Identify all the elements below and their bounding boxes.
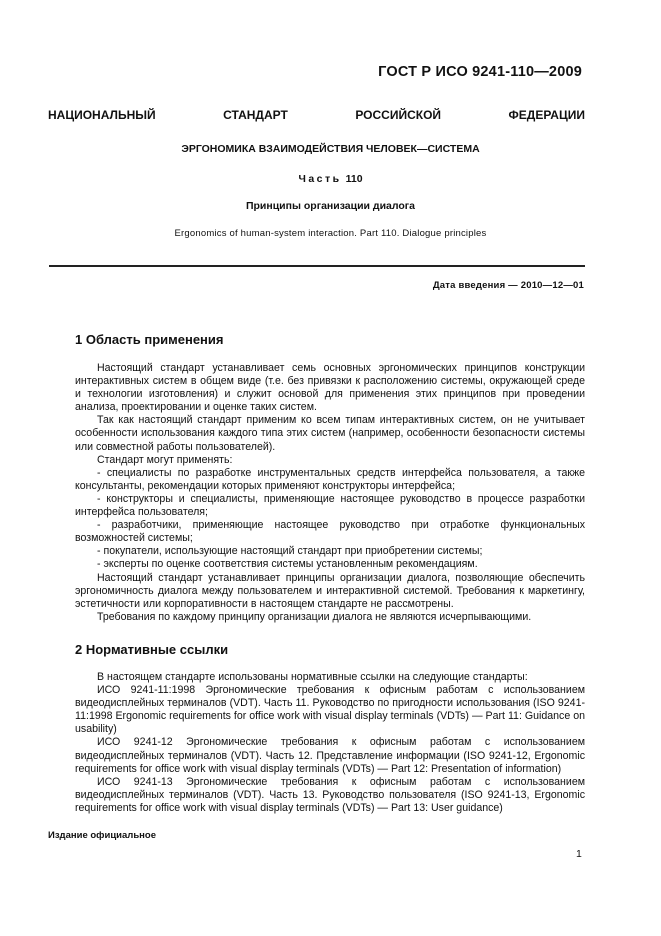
header-divider — [49, 265, 585, 267]
document-title: ЭРГОНОМИКА ВЗАИМОДЕЙСТВИЯ ЧЕЛОВЕК—СИСТЕМА — [181, 143, 480, 155]
part-number: 110 — [345, 173, 363, 185]
document-code: ГОСТ Р ИСО 9241-110—2009 — [378, 64, 582, 80]
list-item: - специалисты по разработке инструментальных средств интерфейса пользователя, а также консультанты, рекомендации которых применяют конструкторы интерфейса; — [75, 466, 585, 492]
document-subtitle: Принципы организации диалога — [245, 200, 416, 212]
list-item: - покупатели, использующие настоящий стандарт при приобретении системы; — [97, 545, 483, 558]
page-number: 1 — [576, 848, 582, 860]
reference-item: ИСО 9241-12 Эргономические требования к офисным работам с использованием видеодисплейных терминалов (VDT). Часть 12. Представление информации (ISO 9241-12, Ergonomic requirements for office work with visual display terminals (VDTs) — Part 12: Presentation of information) — [75, 736, 585, 775]
list-item: - эксперты по оценке соответствия системы установленным рекомендациям. — [97, 558, 478, 571]
paragraph: Стандарт могут применять: — [97, 453, 233, 466]
section-2-heading: 2 Нормативные ссылки — [75, 642, 229, 657]
introduction-date: Дата введения — 2010—12—01 — [432, 280, 584, 291]
paragraph: Настоящий стандарт устанавливает принципы организации диалога, позволяющие обеспечить эргономичность диалога между пользователем и интерактивной системой. Требования к маркетингу, эстетичности или корпоративности в настоящем стандарте не рассмотрены. — [75, 571, 585, 610]
list-item: - разработчики, применяющие настоящее руководство при отработке функциональных возможностей системы; — [75, 519, 585, 545]
section-1-body — [75, 362, 585, 624]
section-2-body — [75, 671, 585, 815]
national-standard-banner: НАЦИОНАЛЬНЫЙ СТАНДАРТ РОССИЙСКОЙ ФЕДЕРАЦИИ — [48, 108, 585, 122]
part-word: Часть — [298, 173, 342, 185]
list-item: - конструкторы и специалисты, применяющие настоящее руководство в процессе разработки интерфейса пользователя; — [75, 492, 585, 519]
paragraph: Настоящий стандарт устанавливает семь основных эргономических принципов конструкции интерактивных систем в общем виде (т.е. без привязки к расположению системы, окружающей среде и технологии изготовления) и служит основой для применения этих принципов при проведении анализа, проектировании и оценке таких систем. — [75, 362, 585, 414]
section-1-heading: 1 Область применения — [75, 332, 224, 347]
reference-item: ИСО 9241-13 Эргономические требования к офисным работам с использованием видеодисплейных терминалов (VDT). Часть 13. Руководство пользователя (ISO 9241-13, Ergonomic requirements for office work with visual display terminals (VDTs) — Part 13: User guidance) — [75, 775, 585, 814]
paragraph: Так как настоящий стандарт применим ко всем типам интерактивных систем, он не учитывает особенности использования каждого типа этих систем (например, особенности безопасности системы или совместной работы пользователей). — [75, 414, 585, 453]
reference-item: ИСО 9241-11:1998 Эргономические требования к офисным работам с использованием видеодисплейных терминалов (VDT). Часть 11. Руководство по пригодности использования (ISO 9241-11:1998 Ergonomic requirements for office work with visual display terminals (VDTs) — Part 11: Guidance on usability) — [75, 684, 585, 736]
official-edition-note: Издание официальное — [48, 830, 156, 841]
paragraph: Требования по каждому принципу организации диалога не являются исчерпывающими. — [97, 610, 532, 623]
english-title: Ergonomics of human-system interaction. Part 110. Dialogue principles — [174, 228, 487, 239]
part-label — [0, 173, 661, 185]
paragraph: В настоящем стандарте использованы нормативные ссылки на следующие стандарты: — [97, 671, 528, 683]
